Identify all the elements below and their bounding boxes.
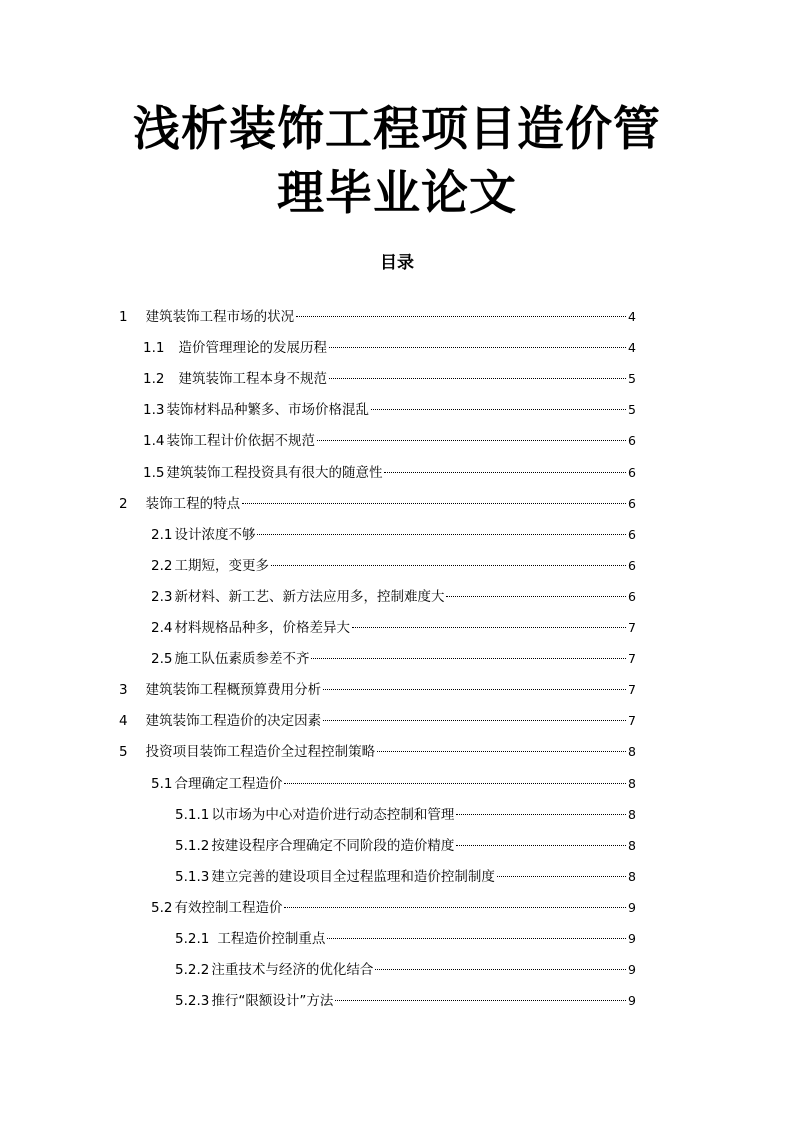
toc-entry-number: 5.1.3 — [175, 868, 210, 885]
toc-entry-label: 以市场为中心对造价进行动态控制和管理 — [211, 806, 455, 823]
toc-entry-label: 建筑装饰工程本身不规范 — [178, 371, 327, 388]
toc-entry-number: 5.2.2 — [175, 962, 210, 979]
toc-entry-page-number: 6 — [628, 433, 636, 449]
toc-entry-page-number: 7 — [628, 620, 636, 635]
toc-entry-number: 2.3 — [151, 588, 173, 605]
toc-entry[interactable] — [151, 648, 636, 670]
toc-entry-page-number: 6 — [628, 557, 636, 573]
toc-leader-dots — [456, 814, 626, 815]
toc-entry-label: 合理确定工程造价 — [174, 775, 283, 792]
toc-entry-page-number: 7 — [628, 682, 636, 698]
title-line-2: 理毕业论文 — [277, 166, 517, 221]
toc-entry[interactable] — [143, 399, 636, 421]
toc-entry-label: 造价管理理论的发展历程 — [178, 340, 327, 357]
toc-entry-label: 新材料、新工艺、新方法应用多，控制难度大 — [174, 588, 445, 605]
toc-entry-page-number: 9 — [628, 899, 636, 915]
toc-entry-label: 装饰工程计价依据不规范 — [166, 433, 315, 450]
toc-entry-number: 1.2 — [143, 371, 165, 388]
toc-entry-label: 注重技术与经济的优化结合 — [211, 962, 374, 979]
toc-entry-number: 2.5 — [151, 651, 173, 668]
toc-entry-page-number: 6 — [628, 464, 636, 480]
toc-leader-dots — [284, 783, 626, 784]
toc-entry-label: 建筑装饰工程概预算费用分析 — [145, 682, 322, 699]
toc-entry-page-number: 8 — [628, 837, 636, 853]
toc-leader-dots — [335, 1000, 626, 1001]
toc-entry-number: 2 — [119, 495, 128, 512]
toc-entry-label: 设计浓度不够 — [174, 526, 256, 543]
toc-leader-dots — [352, 627, 626, 628]
toc-entry-number: 5.2.1 — [175, 931, 210, 947]
toc-entry-page-number: 4 — [628, 340, 636, 356]
toc-entry[interactable] — [119, 493, 636, 515]
toc-entry-number: 5.1.1 — [175, 806, 210, 823]
toc-entry[interactable] — [175, 866, 636, 888]
toc-entry-label: 有效控制工程造价 — [174, 899, 283, 916]
toc-entry[interactable] — [119, 741, 636, 763]
toc-entry-page-number: 9 — [628, 931, 636, 946]
toc-entry-page-number: 8 — [628, 868, 636, 884]
toc-leader-dots — [384, 472, 626, 473]
toc-leader-dots — [323, 689, 626, 690]
toc-entry-page-number: 8 — [628, 744, 636, 760]
toc-entry-number: 5 — [119, 744, 128, 761]
toc-leader-dots — [284, 907, 626, 908]
toc-entry-label: 按建设程序合理确定不同阶段的造价精度 — [211, 837, 455, 854]
toc-leader-dots — [311, 658, 626, 659]
toc-entry-label: 工期短，变更多 — [174, 557, 269, 574]
toc-entry-number: 4 — [119, 713, 128, 730]
toc-entry[interactable] — [175, 959, 636, 981]
toc-entry[interactable] — [143, 337, 636, 359]
toc-leader-dots — [271, 565, 626, 566]
toc-entry-number: 5.1.2 — [175, 837, 210, 854]
toc-leader-dots — [329, 347, 626, 348]
toc-leader-dots — [329, 378, 626, 379]
toc-heading: 目录 — [380, 253, 414, 273]
toc-leader-dots — [257, 534, 626, 535]
toc-entry-label: 建筑装饰工程造价的决定因素 — [145, 713, 322, 730]
toc-entry-number: 1.1 — [143, 340, 165, 357]
toc-entry[interactable] — [151, 897, 636, 919]
toc-entry[interactable] — [175, 990, 636, 1012]
toc-entry-label: 推行“限额设计”方法 — [211, 993, 334, 1010]
toc-entry-label: 投资项目装饰工程造价全过程控制策略 — [145, 744, 376, 761]
toc-entry[interactable] — [151, 524, 636, 546]
toc-entry[interactable] — [143, 430, 636, 452]
toc-entry-number: 3 — [119, 682, 128, 699]
toc-entry[interactable] — [143, 462, 636, 484]
toc-entry[interactable] — [175, 835, 636, 857]
toc-entry[interactable] — [119, 710, 636, 732]
toc-entry-page-number: 8 — [628, 775, 636, 791]
toc-entry-page-number: 5 — [628, 371, 636, 387]
toc-entry-page-number: 9 — [628, 962, 636, 978]
toc-leader-dots — [317, 440, 626, 441]
toc-leader-dots — [371, 409, 626, 410]
title-line-1: 浅析装饰工程项目造价管 — [133, 102, 661, 157]
toc-entry[interactable] — [119, 679, 636, 701]
toc-entry-number: 2.4 — [151, 620, 173, 636]
toc-entry-label: 建立完善的建设项目全过程监理和造价控制制度 — [211, 868, 495, 885]
toc-entry-number: 2.1 — [151, 526, 173, 543]
toc-entry[interactable] — [119, 306, 636, 328]
toc-entry-page-number: 6 — [628, 588, 636, 604]
toc-entry-page-number: 6 — [628, 526, 636, 542]
toc-entry-number: 5.2.3 — [175, 993, 210, 1010]
toc-entry-page-number: 8 — [628, 806, 636, 822]
toc-entry[interactable] — [151, 773, 636, 795]
toc-entry-page-number: 7 — [628, 713, 636, 729]
toc-entry-label: 装饰材料品种繁多、市场价格混乱 — [166, 402, 369, 419]
toc-entry-number: 1.5 — [143, 464, 165, 481]
toc-leader-dots — [456, 845, 626, 846]
toc-entry-number: 5.1 — [151, 775, 173, 792]
toc-entry-label: 施工队伍素质参差不齐 — [174, 651, 310, 668]
toc-entry[interactable] — [175, 804, 636, 826]
toc-entry-page-number: 6 — [628, 495, 636, 511]
toc-entry[interactable] — [151, 555, 636, 577]
toc-entry-number: 2.2 — [151, 557, 173, 574]
toc-entry-page-number: 7 — [628, 651, 636, 667]
toc-leader-dots — [377, 751, 626, 752]
toc-entry-number: 1 — [119, 309, 128, 325]
toc-entry-label: 材料规格品种多，价格差异大 — [174, 620, 350, 636]
toc-entry[interactable] — [151, 586, 636, 608]
toc-entry-page-number: 9 — [628, 993, 636, 1009]
toc-leader-dots — [375, 969, 626, 970]
toc-leader-dots — [323, 720, 626, 721]
toc-entry-label: 工程造价控制重点 — [217, 931, 326, 947]
document-title — [0, 98, 794, 226]
toc-entry-number: 1.3 — [143, 402, 165, 419]
toc-entry[interactable] — [143, 368, 636, 390]
toc-leader-dots — [497, 876, 626, 877]
toc-entry-page-number: 5 — [628, 402, 636, 418]
toc-leader-dots — [296, 316, 626, 317]
toc-leader-dots — [327, 938, 626, 939]
toc-entry-label: 建筑装饰工程投资具有很大的随意性 — [166, 464, 383, 481]
toc-entry-page-number: 4 — [628, 309, 636, 324]
toc-entry[interactable] — [151, 617, 636, 639]
toc-leader-dots — [242, 503, 626, 504]
toc-leader-dots — [446, 596, 626, 597]
toc-entry-label: 装饰工程的特点 — [145, 495, 241, 512]
toc-entry-number: 1.4 — [143, 433, 165, 450]
toc-entry-number: 5.2 — [151, 899, 173, 916]
toc-entry[interactable] — [175, 928, 636, 950]
toc-entry-label: 建筑装饰工程市场的状况 — [145, 309, 295, 325]
